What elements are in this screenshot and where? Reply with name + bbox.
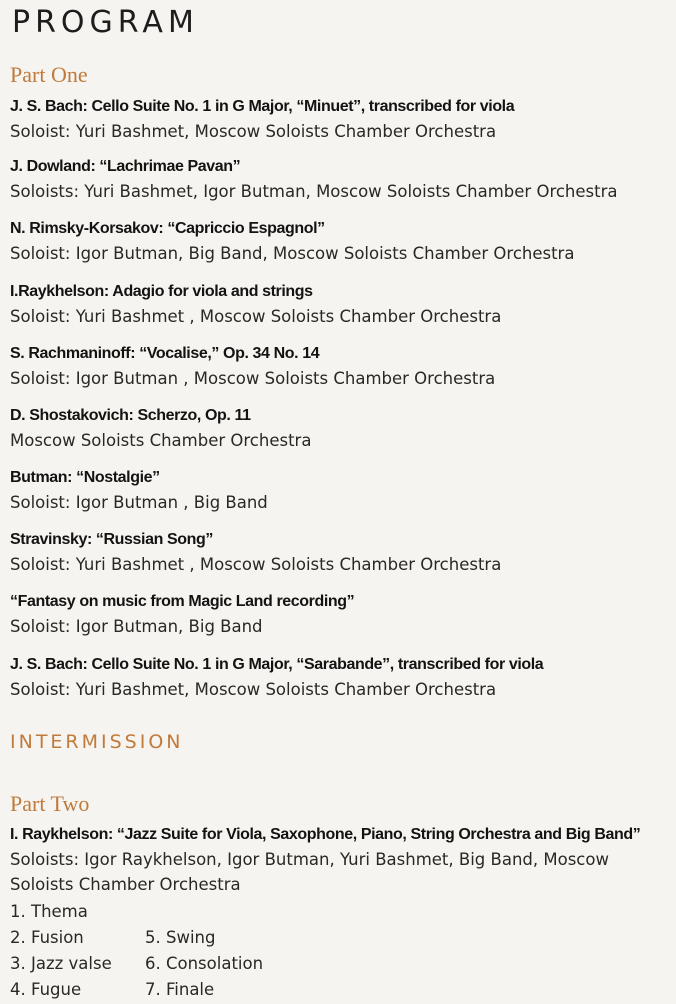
piece-title: I.Raykhelson: Adagio for viola and strings bbox=[10, 283, 313, 300]
movement-item: 5. Swing bbox=[145, 928, 216, 947]
program-item bbox=[10, 528, 670, 577]
movement-item: 3. Jazz valse bbox=[10, 954, 112, 973]
page-title: PROGRAM bbox=[12, 5, 199, 40]
performers: Soloist: Yuri Bashmet , Moscow Soloists Chamber Orchestra bbox=[10, 555, 502, 574]
piece-title: J. S. Bach: Cello Suite No. 1 in G Major, “Sarabande”, transcribed for viola bbox=[10, 656, 544, 673]
piece-title: I. Raykhelson: “Jazz Suite for Viola, Saxophone, Piano, String Orchestra and Big Band” bbox=[10, 826, 641, 843]
movement-item: 6. Consolation bbox=[145, 954, 264, 973]
movement-item: 4. Fugue bbox=[10, 980, 82, 999]
program-item bbox=[10, 590, 670, 639]
performers: Soloist: Igor Butman, Big Band bbox=[10, 617, 263, 636]
program-item bbox=[10, 823, 670, 897]
performers: Soloist: Yuri Bashmet , Moscow Soloists Chamber Orchestra bbox=[10, 307, 502, 326]
piece-title: S. Rachmaninoff: “Vocalise,” Op. 34 No. 14 bbox=[10, 345, 320, 362]
performers: Soloist: Yuri Bashmet, Moscow Soloists Chamber Orchestra bbox=[10, 122, 497, 141]
performers: Soloist: Igor Butman , Moscow Soloists Chamber Orchestra bbox=[10, 369, 496, 388]
program-item bbox=[10, 342, 670, 391]
part-one-heading: Part One bbox=[10, 62, 88, 87]
program-item bbox=[10, 653, 670, 702]
piece-title: J. S. Bach: Cello Suite No. 1 in G Major, “Minuet”, transcribed for viola bbox=[10, 98, 515, 115]
piece-title: D. Shostakovich: Scherzo, Op. 11 bbox=[10, 407, 251, 424]
performers: Soloists: Yuri Bashmet, Igor Butman, Moscow Soloists Chamber Orchestra bbox=[10, 182, 618, 201]
piece-title: “Fantasy on music from Magic Land recording” bbox=[10, 593, 355, 610]
movement-item: 2. Fusion bbox=[10, 928, 84, 947]
performers: Soloist: Yuri Bashmet, Moscow Soloists Chamber Orchestra bbox=[10, 680, 497, 699]
performers: Moscow Soloists Chamber Orchestra bbox=[10, 431, 312, 450]
intermission-heading: INTERMISSION bbox=[10, 731, 184, 753]
performers: Soloist: Igor Butman , Big Band bbox=[10, 493, 268, 512]
movement-item: 1. Thema bbox=[10, 902, 88, 921]
program-item bbox=[10, 280, 670, 329]
performers: Soloist: Igor Butman, Big Band, Moscow Soloists Chamber Orchestra bbox=[10, 244, 575, 263]
program-item bbox=[10, 404, 670, 453]
movement-item: 7. Finale bbox=[145, 980, 215, 999]
piece-title: N. Rimsky-Korsakov: “Capriccio Espagnol” bbox=[10, 220, 325, 237]
program-item bbox=[10, 466, 670, 515]
movement-list bbox=[10, 899, 410, 1003]
program-item bbox=[10, 217, 670, 266]
program-item bbox=[10, 95, 670, 144]
piece-title: Stravinsky: “Russian Song” bbox=[10, 531, 213, 548]
program-item bbox=[10, 155, 670, 204]
part-two-heading: Part Two bbox=[10, 791, 90, 816]
piece-title: Butman: “Nostalgie” bbox=[10, 469, 160, 486]
piece-title: J. Dowland: “Lachrimae Pavan” bbox=[10, 158, 241, 175]
performers: Soloists: Igor Raykhelson, Igor Butman, Yuri Bashmet, Big Band, Moscow Soloists Chamber Orchestra bbox=[10, 850, 609, 894]
